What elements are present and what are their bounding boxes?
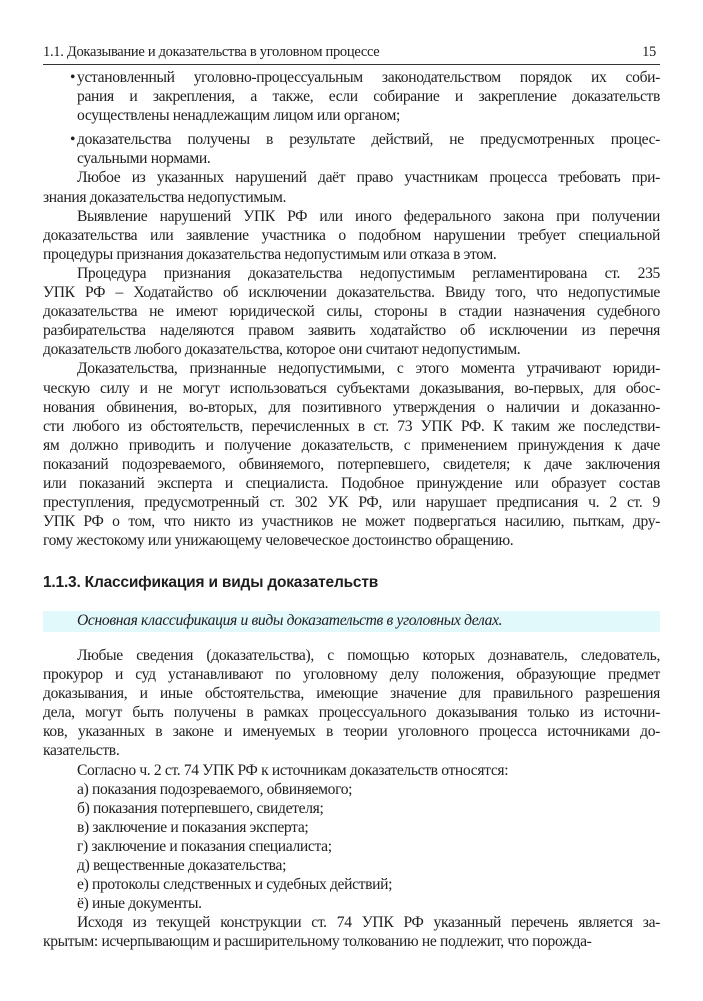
paragraph: [43, 168, 660, 206]
text-line: д) вещественные доказательства;: [77, 857, 287, 875]
paragraph: [43, 264, 660, 359]
text-line: прокурор и суд устанавливают по уголовному делу положения, образующие предмет: [43, 666, 660, 684]
text-line: доказательств любого доказательства, которое они считают недопустимым.: [43, 341, 521, 359]
paragraph: [43, 207, 660, 264]
list-item: [43, 780, 660, 799]
paragraph: [43, 646, 660, 761]
text-line: ё) иные документы.: [77, 895, 202, 913]
running-header: [43, 40, 660, 65]
text-line: знания доказательства недопустимым.: [43, 188, 287, 206]
text-line: показаний подозреваемого, обвиняемого, потерпевшего, свидетеля; к даче заключения: [43, 455, 660, 473]
text-line: ческую силу и не могут использоваться субъектами доказывания, во-первых, для обос-: [43, 379, 660, 397]
text-line: доказательства не имеют юридической силы, стороны в стадии назначения судебного: [43, 303, 660, 321]
text-line: суальными нормами.: [77, 150, 211, 168]
list-item: [43, 799, 660, 818]
bullet-item: [43, 130, 660, 168]
text-line: Согласно ч. 2 ст. 74 УПК РФ к источникам доказательств относятся:: [77, 761, 509, 779]
text-line: УПК РФ – Ходатайство об исключении доказательства. Ввиду того, что недопустимые: [43, 284, 660, 302]
text-line: нования обвинения, во-вторых, для позитивного утверждения о наличии и доказанно-: [43, 398, 660, 416]
text-line: г) заключение и показания специалиста;: [77, 837, 332, 855]
paragraph: [43, 761, 660, 780]
text-line: е) протоколы следственных и судебных действий;: [77, 876, 393, 894]
text-line: дела, могут быть получены в рамках процессуального доказывания только из источни-: [43, 704, 660, 722]
text-line: Выявление нарушений УПК РФ или иного федерального закона при получении: [77, 207, 660, 225]
section-heading: 1.1.3. Классификация и виды доказательств: [43, 574, 379, 591]
text-line: Исходя из текущей конструкции ст. 74 УПК РФ указанный перечень является за-: [77, 914, 660, 932]
text-line: ков, указанных в законе и именуемых в теории уголовного процесса источниками до-: [43, 723, 660, 741]
text-line: преступления, предусмотренный ст. 302 УК РФ, или нарушает предписания ч. 2 ст. 9: [43, 494, 660, 512]
text-line: сти любого из обстоятельств, перечисленных в ст. 73 УПК РФ. К таким же последстви-: [43, 417, 660, 435]
bullet-item: [43, 68, 660, 125]
list-item: [43, 875, 660, 894]
bullet-icon: •: [70, 69, 76, 86]
text-line: доказательства получены в результате действий, не предусмотренных процес-: [77, 131, 660, 149]
paragraph: [43, 913, 660, 951]
text-line: Любое из указанных нарушений даёт право участникам процесса требовать при-: [77, 169, 660, 187]
highlight-note: [43, 611, 660, 632]
header-title: 1.1. Доказывание и доказательства в уголовном процессе: [43, 44, 380, 60]
text-line: крытым: исчерпывающим и расширительному толкованию не подлежит, что порожда-: [43, 933, 592, 951]
text-line: Процедура признания доказательства недопустимым регламентирована ст. 235: [77, 264, 660, 282]
text-line: или показаний эксперта и специалиста. Подобное принуждение или образует состав: [43, 474, 660, 492]
text-line: процедуры признания доказательства недопустимым или отказа в этом.: [43, 245, 497, 263]
list-item: [43, 894, 660, 913]
text-line: в) заключение и показания эксперта;: [77, 818, 309, 836]
paragraph: [43, 359, 660, 550]
list-item: [43, 856, 660, 875]
text-line: рания и закрепления, а также, если собирание и закрепление доказательств: [77, 88, 660, 106]
text-line: гому жестокому или унижающему человеческое достоинство обращению.: [43, 532, 514, 550]
text-line: установленный уголовно-процессуальным законодательством порядок их соби-: [77, 69, 660, 86]
page-number: 15: [642, 44, 656, 60]
highlight-note-text: Основная классификация и виды доказательств в уголовных делах.: [77, 612, 503, 629]
text-line: доказательства или заявление участника о подобном нарушении требует специальной: [43, 226, 660, 244]
list-item: [43, 837, 660, 856]
text-line: доказывания, и иные обстоятельства, имеющие значение для правильного разрешения: [43, 685, 660, 703]
text-line: Доказательства, признанные недопустимыми, с этого момента утрачивают юриди-: [77, 360, 660, 378]
text-line: УПК РФ о том, что никто из участников не может подвергаться насилию, пыткам, дру-: [43, 513, 660, 531]
list-item: [43, 818, 660, 837]
text-line: а) показания подозреваемого, обвиняемого;: [77, 780, 353, 798]
bullet-icon: •: [70, 131, 76, 149]
body-text-top: [43, 68, 660, 550]
text-line: казательств.: [43, 742, 120, 760]
text-line: б) показания потерпевшего, свидетеля;: [77, 799, 324, 817]
text-line: разбирательства наделяются правом заявить ходатайство об исключении из перечня: [43, 322, 660, 340]
text-line: ям должно приводить и получение доказательств, с применением принуждения к даче: [43, 436, 660, 454]
text-line: осуществлены ненадлежащим лицом или органом;: [77, 107, 400, 125]
body-text-bottom: [43, 646, 660, 952]
text-line: Любые сведения (доказательства), с помощью которых дознаватель, следователь,: [77, 647, 660, 664]
